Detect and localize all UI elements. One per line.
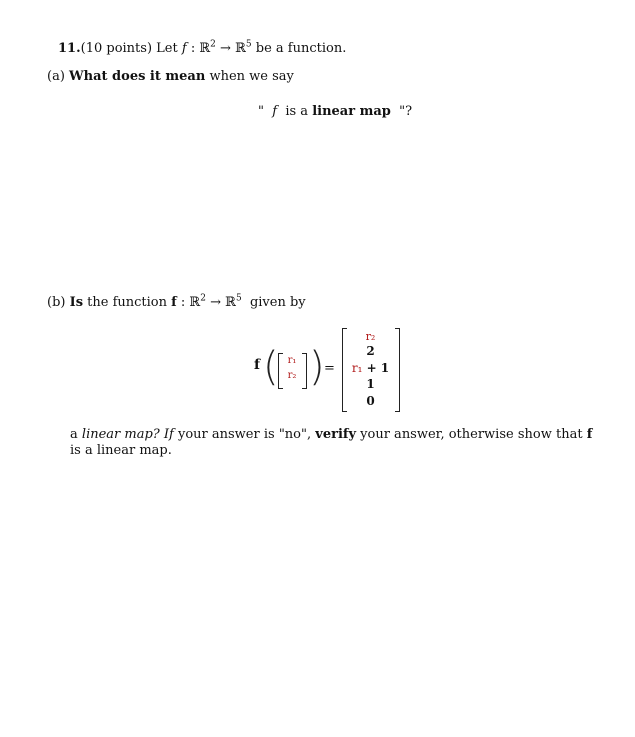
quote-is-a: is a xyxy=(285,104,309,119)
output-right-bracket xyxy=(395,328,400,412)
closing-if: If xyxy=(163,427,174,442)
part-b-domain-symbol: ℝ xyxy=(189,295,201,310)
part-b-colon: : xyxy=(180,295,186,310)
part-a-bold-question: What does it mean xyxy=(69,69,206,84)
closing-is-linear-map: is a linear map. xyxy=(70,443,172,458)
equation-function-symbol: f xyxy=(254,357,261,373)
part-b-given-by: given by xyxy=(249,295,306,310)
closing-otherwise: your answer, otherwise show that xyxy=(360,427,583,442)
domain-exponent: 2 xyxy=(210,39,216,50)
colon: : xyxy=(190,41,196,56)
closing-your-answer-is: your answer is xyxy=(178,427,275,442)
let-text: Let xyxy=(156,41,178,56)
part-b-is: Is xyxy=(69,295,84,310)
quote-close: "? xyxy=(399,104,413,119)
closing-linear-map: linear map? xyxy=(81,427,160,442)
output-vector-entry: 0 xyxy=(366,394,375,408)
problem-header xyxy=(58,41,346,56)
output-r1: r₁ xyxy=(351,361,363,375)
domain-symbol: ℝ xyxy=(199,41,211,56)
linear-map-quote xyxy=(258,104,412,119)
part-a-rest: when we say xyxy=(209,69,294,84)
equals-sign: = xyxy=(324,361,335,376)
output-vector-entry: 1 xyxy=(366,377,375,391)
closing-function-symbol: f xyxy=(586,427,593,442)
right-paren: ) xyxy=(309,344,325,390)
output-vector-entry: 2 xyxy=(366,344,375,358)
part-b-domain-exponent: 2 xyxy=(200,293,206,304)
part-b-arrow: → xyxy=(210,295,221,310)
header-suffix: be a function. xyxy=(255,41,347,56)
input-right-bracket xyxy=(302,353,307,389)
part-b-label: (b) xyxy=(47,295,66,310)
part-b-closing-text xyxy=(70,427,602,459)
quote-linear-map: linear map xyxy=(312,104,391,119)
function-symbol: f xyxy=(181,41,187,56)
codomain-symbol: ℝ xyxy=(235,41,246,56)
part-a-label: (a) xyxy=(47,69,65,84)
closing-a: a xyxy=(70,427,78,442)
output-vector-entry: r₂ xyxy=(365,330,376,343)
input-vector-entry: r₂ xyxy=(287,370,297,381)
arrow-symbol: → xyxy=(220,41,231,56)
part-b-question xyxy=(47,295,306,310)
part-b-codomain-exponent: 5 xyxy=(235,293,242,304)
output-vector-entry: r₁ + 1 xyxy=(351,361,390,375)
quote-function-symbol: f xyxy=(272,104,278,119)
part-a-question xyxy=(47,69,294,84)
closing-no: "no", xyxy=(278,427,312,442)
quote-open: " xyxy=(258,104,264,119)
left-paren: ( xyxy=(263,344,279,390)
codomain-exponent: 5 xyxy=(245,39,252,50)
input-vector-entry: r₁ xyxy=(287,355,297,366)
part-b-the-function: the function xyxy=(87,295,167,310)
problem-number: 11. xyxy=(58,41,81,56)
part-b-function-symbol: f xyxy=(171,295,177,310)
problem-points: (10 points) xyxy=(80,41,153,56)
part-b-codomain-symbol: ℝ xyxy=(225,295,236,310)
closing-verify: verify xyxy=(315,427,357,442)
